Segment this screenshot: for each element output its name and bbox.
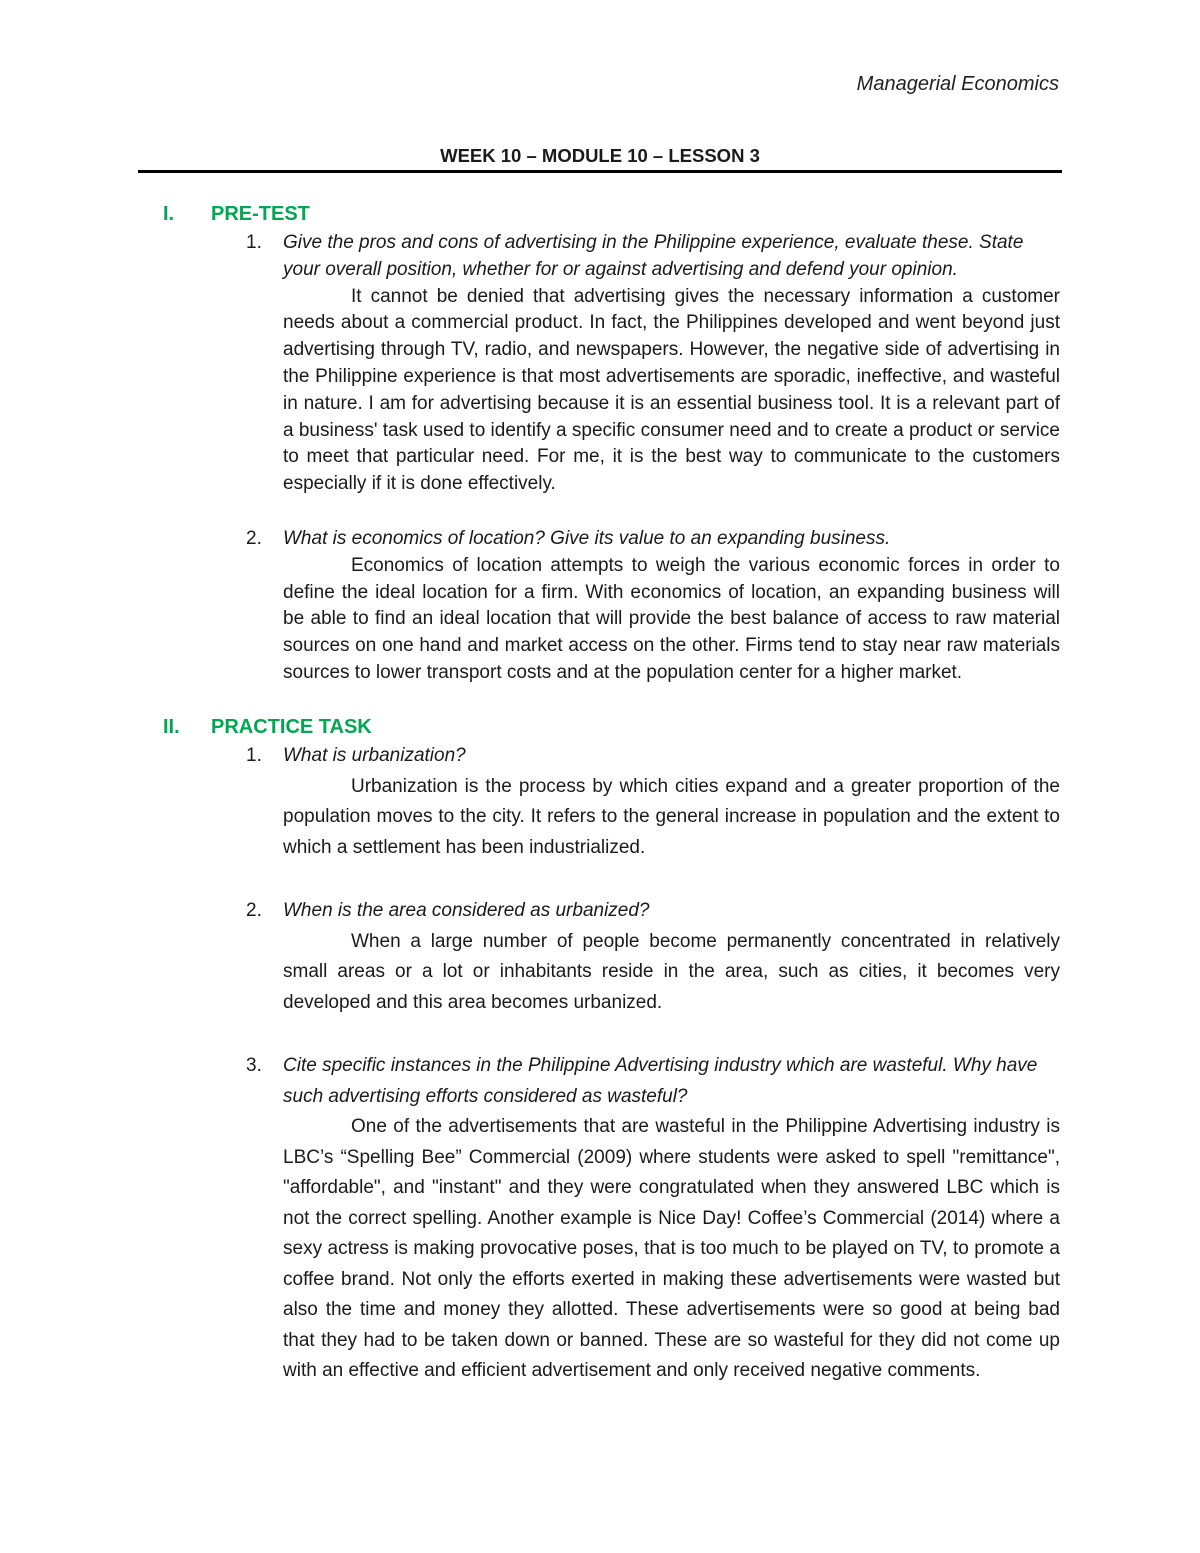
answer-body: When a large number of people become permanently concentrated in relatively small areas or a lot or inhabitants reside in the area, such as cities, it becomes very developed and this area becomes urbanized. bbox=[283, 930, 1060, 1013]
question-text: Give the pros and cons of advertising in the Philippine experience, evaluate these. State your overall position, whether for or against advertising and defend your opinion. bbox=[283, 232, 1024, 280]
question-block bbox=[246, 741, 1060, 863]
question-number: 2. bbox=[246, 900, 262, 921]
answer-text bbox=[283, 284, 1060, 498]
answer-text bbox=[283, 553, 1060, 687]
question-text: When is the area considered as urbanized? bbox=[283, 900, 650, 921]
answer-body: Economics of location attempts to weigh the various economic forces in order to define the ideal location for a firm. With economics of location, an expanding business will be able to find an ideal location that will provide the best balance of access to raw material sources on one hand and market access on the other. Firms tend to stay near raw materials sources to lower transport costs and at the population center for a higher market. bbox=[283, 554, 1060, 683]
question-block bbox=[246, 1051, 1060, 1387]
section-number: I. bbox=[163, 203, 175, 225]
title-rule bbox=[138, 170, 1062, 173]
answer-body: Urbanization is the process by which cities expand and a greater proportion of the population moves to the city. It refers to the general increase in population and the extent to which a settlement has been industrialized. bbox=[283, 775, 1060, 858]
answer-text bbox=[283, 772, 1060, 864]
section-heading-practice-task bbox=[163, 716, 372, 739]
section-title: PRACTICE TASK bbox=[211, 716, 372, 738]
question-text: What is economics of location? Give its value to an expanding business. bbox=[283, 528, 891, 549]
answer-text bbox=[283, 1112, 1060, 1387]
question-block bbox=[246, 526, 1060, 687]
question-text: Cite specific instances in the Philippine Advertising industry which are wasteful. Why have such advertising efforts considered as wasteful? bbox=[283, 1055, 1038, 1107]
question-text: What is urbanization? bbox=[283, 745, 466, 766]
question-number: 1. bbox=[246, 745, 262, 766]
section-heading-pretest bbox=[163, 203, 310, 226]
page-title: WEEK 10 – MODULE 10 – LESSON 3 bbox=[440, 145, 760, 166]
running-header: Managerial Economics bbox=[856, 73, 1059, 95]
question-block bbox=[246, 896, 1060, 1018]
question-number: 2. bbox=[246, 528, 262, 549]
answer-text bbox=[283, 927, 1060, 1019]
question-number: 3. bbox=[246, 1055, 262, 1076]
answer-body: It cannot be denied that advertising gives the necessary information a customer needs about a commercial product. In fact, the Philippines developed and went beyond just advertising through TV, radio, and newspapers. However, the negative side of advertising in the Philippine experience is that most advertisements are sporadic, ineffective, and wasteful in nature. I am for advertising because it is an essential business tool. It is a relevant part of a business' task used to identify a specific consumer need and to create a product or service to meet that particular need. For me, it is the best way to communicate to the customers especially if it is done effectively. bbox=[283, 285, 1060, 495]
question-block bbox=[246, 230, 1060, 498]
section-title: PRE-TEST bbox=[211, 203, 310, 225]
section-number: II. bbox=[163, 716, 180, 738]
question-number: 1. bbox=[246, 232, 262, 253]
answer-body: One of the advertisements that are wasteful in the Philippine Advertising industry is LBC’s “Spelling Bee” Commercial (2009) where students were asked to spell "remittance", "affordable", and "instant" and they were congratulated when they answered LBC which is not the correct spelling. Another example is Nice Day! Coffee’s Commercial (2014) where a sexy actress is making provocative poses, that is too much to be played on TV, to promote a coffee brand. Not only the efforts exerted in making these advertisements were wasted but also the time and money they allotted. These advertisements were so good at being bad that they had to be taken down or banned. These are so wasteful for they did not come up with an effective and efficient advertisement and only received negative comments. bbox=[283, 1116, 1060, 1381]
